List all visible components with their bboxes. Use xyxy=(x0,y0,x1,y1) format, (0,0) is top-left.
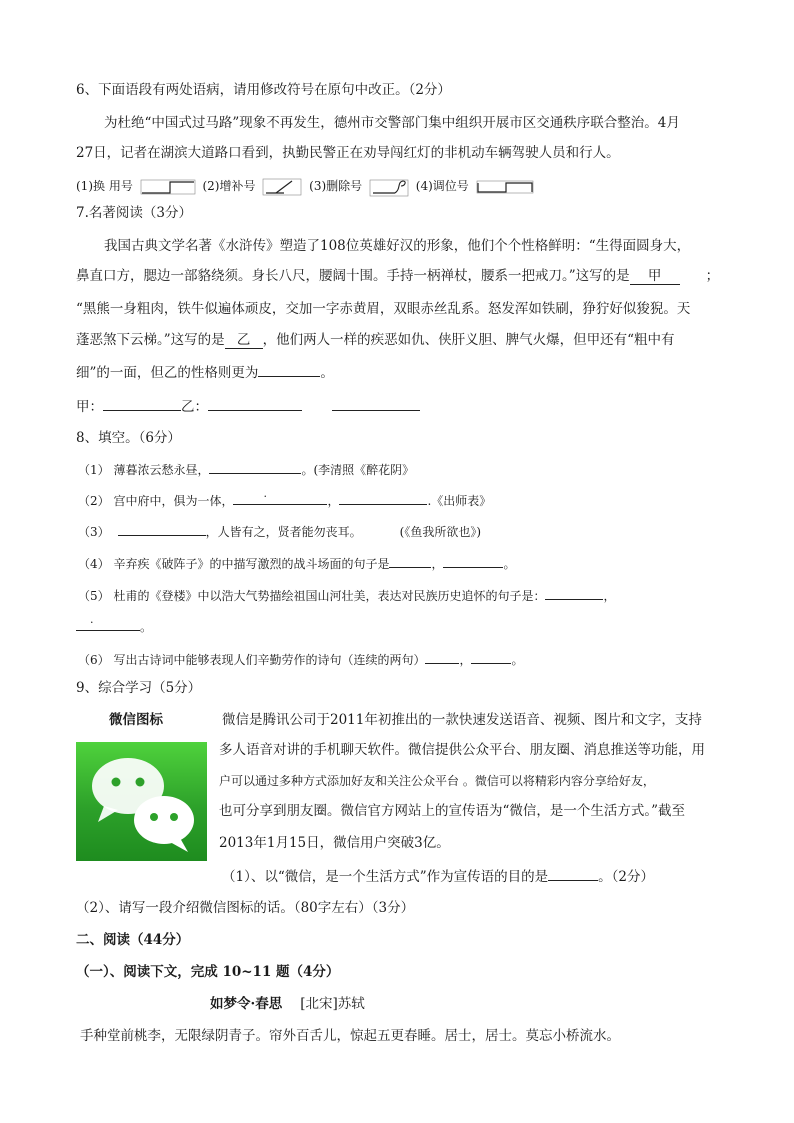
q8-item-2-mid: ， xyxy=(327,494,340,508)
q8-item-2 xyxy=(78,487,492,511)
q8-item-2-pre: （2） 宫中府中，俱为一体， xyxy=(78,494,234,508)
q7-line-4-pre: 蓬恶煞下云梯。”这写的是 xyxy=(76,332,225,348)
q8-item-6-mid: ， xyxy=(459,653,472,667)
q9-sub-1-pre: （1）、以“微信，是一个生活方式”作为宣传语的目的是 xyxy=(222,869,549,885)
q8-item-4-text: （4） 辛弃疾《破阵子》的中描写激烈的战斗场面的句子是 xyxy=(78,557,390,571)
blank-jia: 甲 xyxy=(630,268,680,285)
q9-title: 9、综合学习（5分） xyxy=(76,680,202,696)
q7-line-2-end: ； xyxy=(705,268,720,284)
q8-item-1-post: 。(李清照《醉花阴》 xyxy=(301,463,415,477)
mark-label-replace: (1)换 用号 xyxy=(76,179,133,193)
q8-item-6-text: （6） 写出古诗词中能够表现人们辛勤劳作的诗句（连续的两句） xyxy=(78,653,426,667)
q8-item-5-blank-2[interactable] xyxy=(76,613,140,631)
poem-author: [北宋]苏轼 xyxy=(300,996,365,1012)
wechat-icon xyxy=(76,742,207,861)
q6-paragraph-line-1: 为杜绝“中国式过马路”现象不再发生，德州市交警部门集中组织开展市区交通秩序联合整治。4月 xyxy=(104,115,680,131)
part2-subtitle: （一）、阅读下文，完成 10~11 题（4分） xyxy=(76,964,340,980)
q6-revision-marks xyxy=(76,176,537,197)
q7-line-4-post: ，他们两人一样的疾恶如仇、侠肝义胆、脾气火爆，但甲还有“粗中有 xyxy=(262,332,675,348)
mark-label-insert: (2)增补号 xyxy=(202,179,256,193)
q7-line-5 xyxy=(76,362,334,383)
q8-item-4-blank-2[interactable] xyxy=(443,553,503,568)
answer-yi-blank[interactable] xyxy=(208,396,302,411)
q8-item-5-blank-1[interactable] xyxy=(545,585,603,600)
q8-item-5-dot: . xyxy=(90,613,94,626)
blank-yi: 乙 xyxy=(225,332,263,349)
q7-line-1: 我国古典文学名著《水浒传》塑造了108位英雄好汉的形象，他们个个性格鲜明：“生得面圆身大， xyxy=(104,238,691,254)
q9-para-line-5: 2013年1月15日，微信用户突破3亿。 xyxy=(219,835,450,851)
q8-item-3-pre: （3） xyxy=(78,525,110,539)
swap-mark-icon xyxy=(476,180,534,194)
q8-item-4-mid: ， xyxy=(431,557,444,571)
q8-item-5-cont xyxy=(76,613,153,637)
q9-sub-1-post: 。（2分） xyxy=(598,869,654,885)
q8-item-5-text: （5） 杜甫的《登楼》中以浩大气势描绘祖国山河壮美，表达对民族历史追怀的句子是： xyxy=(78,589,546,603)
part2-title: 二、阅读（44分） xyxy=(76,932,190,948)
q6-paragraph-line-2: 27日，记者在湖滨大道路口看到，执勤民警正在劝导闯红灯的非机动车辆驾驶人员和行人。 xyxy=(76,145,620,161)
q8-item-5 xyxy=(78,585,615,606)
blank-character[interactable] xyxy=(258,362,320,377)
q8-item-6-blank-1[interactable] xyxy=(425,649,459,664)
q8-item-4 xyxy=(78,553,515,574)
q8-item-6 xyxy=(78,649,523,670)
q8-item-3-source: (《鱼我所欲也》) xyxy=(399,525,482,539)
q8-item-5-end: 。 xyxy=(140,620,153,634)
q8-item-4-end: 。 xyxy=(503,557,516,571)
q9-sub-1 xyxy=(222,866,654,887)
q9-sub-2: （2）、请写一段介绍微信图标的话。（80字左右）（3分） xyxy=(76,900,415,916)
q7-line-2-text: 鼻直口方，腮边一部貉绕须。身长八尺，腰阔十围。手持一柄禅杖，腰系一把戒刀。”这写的是 xyxy=(76,268,630,284)
q7-line-3: “黑熊一身粗肉，铁牛似遍体顽皮，交加一字赤黄眉，双眼赤丝乱系。怒发浑如铁刷，狰狞好似狻猊。天 xyxy=(76,301,691,317)
q8-item-3 xyxy=(78,521,481,542)
q9-para-line-3: 户可以通过多种方式添加好友和关注公众平台 。微信可以将精彩内容分享给好友， xyxy=(219,774,655,788)
q8-title: 8、填空。（6分） xyxy=(76,430,181,446)
poem-title: 如梦令·春思 xyxy=(210,996,283,1012)
q7-line-2 xyxy=(76,266,719,286)
answer-extra-blank[interactable] xyxy=(332,396,420,411)
q8-item-5-comma: ， xyxy=(603,589,616,603)
replace-mark-icon xyxy=(140,179,196,195)
delete-mark-icon xyxy=(369,177,409,197)
q8-item-2-blank-2[interactable] xyxy=(339,490,427,505)
q8-item-1-pre: （1） 薄暮浓云愁永昼， xyxy=(78,463,210,477)
q8-item-1 xyxy=(78,459,414,480)
wechat-bubbles-icon xyxy=(76,742,207,861)
q8-item-2-post: .《出师表》 xyxy=(427,494,492,508)
q8-item-2-blank-1[interactable] xyxy=(233,487,327,505)
q8-item-6-blank-2[interactable] xyxy=(471,649,511,664)
q7-title: 7.名著阅读（3分） xyxy=(76,205,192,221)
q9-para-line-2: 多人语音对讲的手机聊天软件。微信提供公众平台、朋友圈、消息推送等功能，用 xyxy=(219,742,705,758)
mark-label-delete: (3)删除号 xyxy=(309,179,363,193)
insert-mark-icon xyxy=(262,178,302,196)
q8-item-1-blank[interactable] xyxy=(209,459,301,474)
q8-item-2-dot: . xyxy=(263,487,267,500)
q9-para-line-4: 也可分享到朋友圈。微信官方网站上的宣传语为“微信，是一个生活方式。”截至 xyxy=(219,803,686,819)
mark-label-swap: (4)调位号 xyxy=(415,179,469,193)
answer-jia-blank[interactable] xyxy=(103,396,181,411)
q6-title: 6、下面语段有两处语病，请用修改符号在原句中改正。（2分） xyxy=(76,82,451,98)
q9-sub-1-blank[interactable] xyxy=(548,866,598,881)
answer-yi-label: 乙： xyxy=(181,399,208,415)
q8-item-3-mid: ，人皆有之，贤者能勿丧耳。 xyxy=(205,525,362,539)
q8-item-4-blank-1[interactable] xyxy=(389,553,431,568)
answer-jia-label: 甲： xyxy=(76,399,103,415)
q7-answer-line xyxy=(76,396,420,417)
q7-line-4 xyxy=(76,330,675,350)
q7-line-5-text: 细”的一面，但乙的性格则更为 xyxy=(76,365,259,381)
poem-line: 手种堂前桃李，无限绿阴青子。帘外百舌儿，惊起五更春睡。居士，居士。莫忘小桥流水。 xyxy=(80,1028,620,1044)
q9-para-line-1: 微信是腾讯公司于2011年初推出的一款快速发送语音、视频、图片和文字，支持 xyxy=(222,712,702,728)
q8-item-3-blank[interactable] xyxy=(118,521,206,536)
q8-item-6-end: 。 xyxy=(511,653,524,667)
wechat-icon-caption: 微信图标 xyxy=(109,712,163,728)
q7-line-5-end: 。 xyxy=(320,365,334,381)
poem-heading xyxy=(210,994,365,1014)
